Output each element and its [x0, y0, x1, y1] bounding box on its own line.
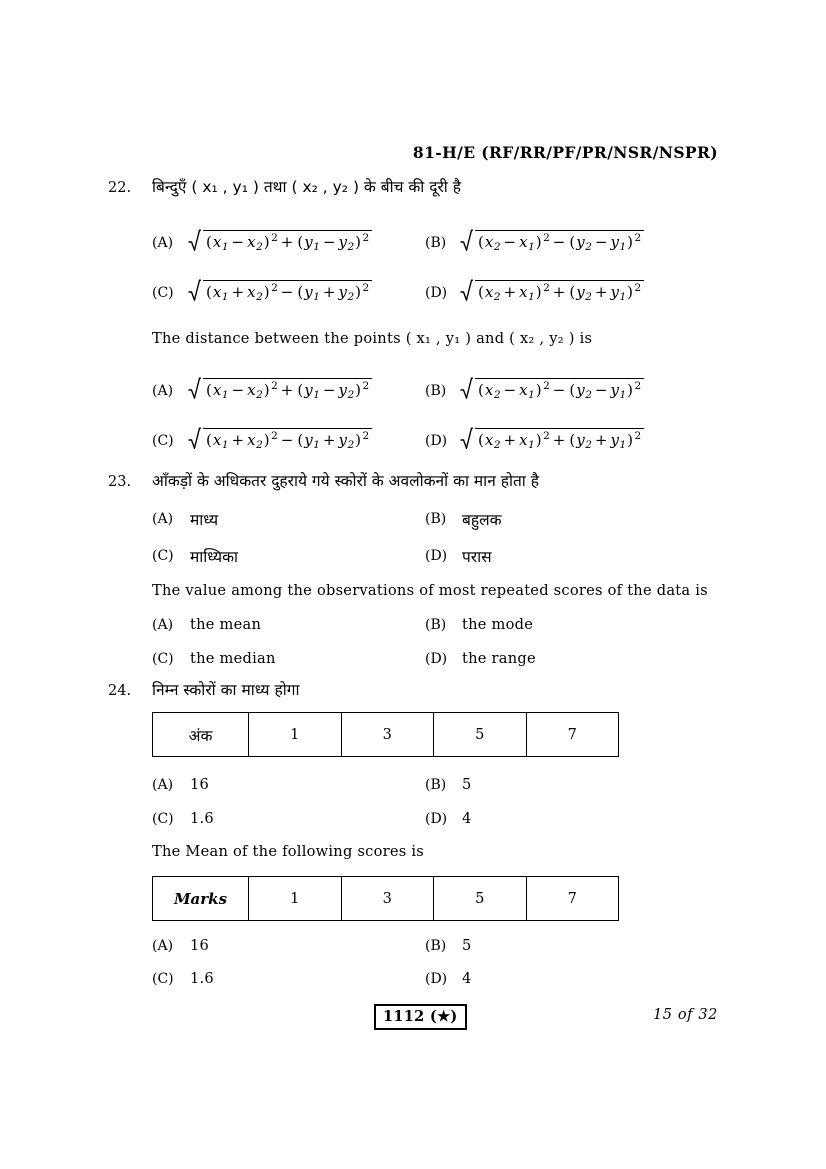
operator: +: [280, 380, 294, 399]
q24-english-option-d-text[interactable]: 4: [462, 970, 472, 987]
radicand: [475, 280, 644, 304]
table-row: [153, 877, 619, 921]
q24-english-scores-table: [152, 876, 619, 921]
operator: −: [322, 380, 336, 399]
radical-expression: [460, 230, 644, 254]
subscript: 2: [585, 389, 592, 402]
paper-code: 81-H/E (RF/RR/PF/PR/NSR/NSPR): [412, 143, 718, 162]
exponent: 2: [362, 380, 370, 392]
q22-english-option-a-label[interactable]: (A): [152, 383, 174, 399]
q23-hindi-option-b-text[interactable]: बहुलक: [462, 511, 502, 529]
variable: x: [484, 282, 494, 301]
q24-english-option-d-label[interactable]: (D): [425, 971, 448, 987]
variable: x: [247, 232, 256, 251]
q22-english-option-c-formula: [188, 428, 372, 452]
q24-hindi-option-b-label[interactable]: (B): [425, 777, 447, 793]
radical-expression: [460, 378, 644, 402]
table-cell: 3: [341, 877, 434, 921]
variable: y: [304, 430, 313, 449]
operator: −: [503, 232, 517, 251]
radicand: [203, 280, 372, 304]
q23-english-option-b-text[interactable]: the mode: [462, 616, 534, 633]
variable: y: [576, 232, 585, 251]
operator: −: [231, 232, 245, 251]
operator: −: [552, 232, 566, 251]
radical-expression: [188, 230, 372, 254]
radical-expression: [460, 428, 644, 452]
paren-close: ): [627, 430, 634, 449]
paren-open: (: [297, 232, 304, 251]
variable: y: [338, 380, 347, 399]
paren-close: ): [355, 380, 362, 399]
paren-open: (: [478, 430, 484, 449]
footer-paper-code: 1112 (★): [374, 1004, 467, 1030]
q23-hindi-option-c-text[interactable]: माध्यिका: [190, 548, 239, 566]
radical-expression: [188, 428, 372, 452]
q22-english-option-b-formula: [460, 378, 644, 402]
variable: x: [519, 430, 528, 449]
q23-english-option-d-text[interactable]: the range: [462, 650, 536, 667]
operator: +: [322, 430, 336, 449]
operator: +: [322, 282, 336, 301]
q24-hindi-scores-table: [152, 712, 619, 757]
paren-close: ): [263, 430, 270, 449]
paren-open: (: [206, 380, 212, 399]
q24-english-option-b-label[interactable]: (B): [425, 938, 447, 954]
q24-english-option-b-text[interactable]: 5: [462, 937, 472, 954]
exponent: 2: [271, 282, 278, 294]
q22-hindi-option-b-label[interactable]: (B): [425, 235, 447, 251]
variable: y: [338, 282, 347, 301]
q23-hindi-option-d-text[interactable]: परास: [462, 548, 492, 566]
q22-hindi-option-d-label[interactable]: (D): [425, 285, 448, 301]
exponent: 2: [362, 282, 370, 294]
subscript: 1: [221, 291, 229, 304]
radical-sign-icon: [188, 427, 201, 449]
variable: x: [212, 282, 222, 301]
q22-english-option-c-label[interactable]: (C): [152, 433, 174, 449]
radicand: [475, 428, 644, 452]
operator: +: [552, 282, 566, 301]
q24-hindi-option-c-text[interactable]: 1.6: [190, 810, 214, 827]
variable: x: [212, 380, 222, 399]
variable: y: [576, 282, 585, 301]
paren-close: ): [355, 232, 362, 251]
exponent: 2: [634, 232, 642, 244]
question-22-stem-hindi: बिन्दुएँ ( x₁ , y₁ ) तथा ( x₂ , y₂ ) के बीच की दूरी है: [152, 178, 461, 196]
table-cell: 3: [341, 713, 434, 757]
paren-close: ): [627, 380, 634, 399]
variable: y: [304, 232, 313, 251]
q22-english-option-d-formula: [460, 428, 644, 452]
operator: +: [280, 232, 294, 251]
subscript: 2: [347, 291, 355, 304]
radical-sign-icon: [188, 229, 201, 251]
question-23-stem-hindi: आँकड़ों के अधिकतर दुहराये गये स्कोरों के अवलोकनों का मान होता है: [152, 472, 539, 490]
q23-english-option-d-label[interactable]: (D): [425, 651, 448, 667]
variable: y: [304, 380, 313, 399]
table-cell: 1: [249, 713, 342, 757]
paren-open: (: [297, 380, 304, 399]
variable: x: [247, 430, 256, 449]
operator: −: [280, 282, 294, 301]
q22-hindi-option-a-label[interactable]: (A): [152, 235, 174, 251]
q23-english-option-a-text[interactable]: the mean: [190, 616, 262, 633]
paren-open: (: [569, 380, 576, 399]
radicand: [203, 378, 372, 402]
paren-close: ): [355, 430, 362, 449]
variable: x: [247, 282, 256, 301]
paren-close: ): [535, 380, 542, 399]
paren-close: ): [535, 232, 542, 251]
question-number-22: 22.: [108, 180, 132, 196]
operator: +: [231, 282, 245, 301]
operator: +: [503, 282, 517, 301]
radical-expression: [460, 280, 644, 304]
q24-english-option-c-label[interactable]: (C): [152, 971, 174, 987]
q22-english-option-b-label[interactable]: (B): [425, 383, 447, 399]
subscript: 2: [585, 241, 592, 254]
variable: y: [610, 430, 619, 449]
subscript: 1: [313, 439, 320, 452]
variable: x: [484, 380, 494, 399]
operator: +: [594, 282, 608, 301]
operator: −: [594, 380, 608, 399]
operator: −: [322, 232, 336, 251]
variable: y: [576, 430, 585, 449]
q24-english-option-a-label[interactable]: (A): [152, 938, 174, 954]
exponent: 2: [634, 430, 642, 442]
q24-hindi-option-a-label[interactable]: (A): [152, 777, 174, 793]
radical-sign-icon: [460, 427, 473, 449]
variable: x: [484, 430, 494, 449]
variable: x: [484, 232, 494, 251]
question-23-stem-english: The value among the observations of most repeated scores of the data is: [152, 582, 708, 599]
question-number-23: 23.: [108, 474, 132, 490]
operator: −: [594, 232, 608, 251]
q24-hindi-option-d-text[interactable]: 4: [462, 810, 472, 827]
q22-hindi-option-d-formula: [460, 280, 644, 304]
question-24-stem-hindi: निम्न स्कोरों का माध्य होगा: [152, 681, 300, 699]
variable: x: [519, 282, 528, 301]
subscript: 1: [221, 439, 229, 452]
question-24-stem-english: The Mean of the following scores is: [152, 843, 425, 860]
subscript: 1: [619, 241, 627, 254]
subscript: 2: [256, 291, 263, 304]
q24-english-option-c-text[interactable]: 1.6: [190, 970, 214, 987]
q23-hindi-option-c-label[interactable]: (C): [152, 548, 174, 564]
q24-english-option-a-text[interactable]: 16: [190, 937, 210, 954]
q23-english-option-a-label[interactable]: (A): [152, 617, 174, 633]
radical-sign-icon: [460, 279, 473, 301]
paren-open: (: [569, 232, 576, 251]
subscript: 1: [528, 439, 535, 452]
variable: y: [338, 232, 347, 251]
subscript: 1: [619, 291, 627, 304]
subscript: 1: [313, 241, 320, 254]
paren-open: (: [206, 282, 212, 301]
table-cell: 7: [526, 713, 619, 757]
subscript: 2: [256, 241, 263, 254]
subscript: 2: [493, 389, 501, 402]
variable: y: [338, 430, 347, 449]
operator: +: [594, 430, 608, 449]
exponent: 2: [634, 380, 642, 392]
operator: +: [503, 430, 517, 449]
q22-hindi-option-c-formula: [188, 280, 372, 304]
paren-open: (: [478, 282, 484, 301]
paren-open: (: [478, 380, 484, 399]
variable: y: [610, 232, 619, 251]
operator: +: [552, 430, 566, 449]
exponent: 2: [271, 430, 278, 442]
paren-open: (: [569, 430, 576, 449]
paren-open: (: [206, 430, 212, 449]
radical-sign-icon: [188, 279, 201, 301]
table-cell: 7: [526, 877, 619, 921]
paren-close: ): [263, 282, 270, 301]
subscript: 2: [256, 389, 263, 402]
q23-english-option-b-label[interactable]: (B): [425, 617, 447, 633]
exponent: 2: [362, 232, 370, 244]
paren-close: ): [627, 282, 634, 301]
subscript: 2: [347, 241, 355, 254]
paren-close: ): [535, 282, 542, 301]
q23-english-option-c-text[interactable]: the median: [190, 650, 276, 667]
variable: x: [519, 232, 528, 251]
subscript: 1: [313, 389, 320, 402]
paren-open: (: [569, 282, 576, 301]
paren-close: ): [355, 282, 362, 301]
subscript: 2: [585, 291, 592, 304]
operator: −: [503, 380, 517, 399]
table-header-cell: अंक: [153, 713, 249, 757]
exponent: 2: [543, 282, 550, 294]
radicand: [475, 230, 644, 254]
exponent: 2: [271, 380, 278, 392]
q24-hindi-option-a-text[interactable]: 16: [190, 776, 210, 793]
subscript: 1: [619, 389, 627, 402]
paren-open: (: [206, 232, 212, 251]
table-cell: 1: [249, 877, 342, 921]
subscript: 2: [347, 389, 355, 402]
subscript: 2: [585, 439, 592, 452]
radical-expression: [188, 280, 372, 304]
table-header-cell: Marks: [153, 877, 249, 921]
variable: x: [212, 232, 222, 251]
variable: y: [610, 380, 619, 399]
exponent: 2: [634, 282, 642, 294]
paren-open: (: [478, 232, 484, 251]
variable: x: [212, 430, 222, 449]
variable: y: [610, 282, 619, 301]
q22-english-stem-text: The distance between the points ( x₁ , y₁ ) and ( x₂ , y₂ ) is: [152, 330, 593, 347]
q24-hindi-option-d-label[interactable]: (D): [425, 811, 448, 827]
q23-hindi-option-a-label[interactable]: (A): [152, 511, 174, 527]
subscript: 2: [256, 439, 263, 452]
subscript: 1: [313, 291, 320, 304]
q22-english-option-d-label[interactable]: (D): [425, 433, 448, 449]
table-cell: 5: [434, 877, 527, 921]
radical-sign-icon: [460, 377, 473, 399]
paren-open: (: [297, 430, 304, 449]
exponent: 2: [543, 380, 550, 392]
operator: −: [280, 430, 294, 449]
subscript: 2: [493, 439, 501, 452]
exponent: 2: [543, 430, 550, 442]
q23-hindi-option-a-text[interactable]: माध्य: [190, 511, 219, 529]
subscript: 2: [493, 291, 501, 304]
subscript: 1: [221, 389, 229, 402]
subscript: 1: [528, 389, 535, 402]
subscript: 1: [528, 291, 535, 304]
q22-hindi-option-c-label[interactable]: (C): [152, 285, 174, 301]
subscript: 2: [493, 241, 501, 254]
q24-hindi-option-c-label[interactable]: (C): [152, 811, 174, 827]
q24-hindi-option-b-text[interactable]: 5: [462, 776, 472, 793]
radical-sign-icon: [188, 377, 201, 399]
q22-hindi-option-a-formula: [188, 230, 372, 254]
table-cell: 5: [434, 713, 527, 757]
operator: −: [231, 380, 245, 399]
subscript: 1: [221, 241, 229, 254]
question-number-24: 24.: [108, 683, 132, 699]
paren-close: ): [263, 232, 270, 251]
q23-hindi-option-b-label[interactable]: (B): [425, 511, 447, 527]
subscript: 2: [347, 439, 355, 452]
paren-close: ): [263, 380, 270, 399]
question-22-stem-english: [152, 330, 736, 348]
radicand: [203, 230, 372, 254]
footer-page-number: 15 of 32: [652, 1007, 718, 1023]
paren-open: (: [297, 282, 304, 301]
paren-close: ): [535, 430, 542, 449]
exponent: 2: [271, 232, 278, 244]
radicand: [203, 428, 372, 452]
exponent: 2: [362, 430, 370, 442]
table-row: [153, 713, 619, 757]
variable: y: [304, 282, 313, 301]
exponent: 2: [543, 232, 550, 244]
radical-expression: [188, 378, 372, 402]
operator: −: [552, 380, 566, 399]
variable: x: [519, 380, 528, 399]
subscript: 1: [619, 439, 627, 452]
variable: y: [576, 380, 585, 399]
q22-english-option-a-formula: [188, 378, 372, 402]
operator: +: [231, 430, 245, 449]
paren-close: ): [627, 232, 634, 251]
radical-sign-icon: [460, 229, 473, 251]
radicand: [475, 378, 644, 402]
q23-hindi-option-d-label[interactable]: (D): [425, 548, 448, 564]
q22-hindi-option-b-formula: [460, 230, 644, 254]
q23-english-option-c-label[interactable]: (C): [152, 651, 174, 667]
subscript: 1: [528, 241, 535, 254]
variable: x: [247, 380, 256, 399]
